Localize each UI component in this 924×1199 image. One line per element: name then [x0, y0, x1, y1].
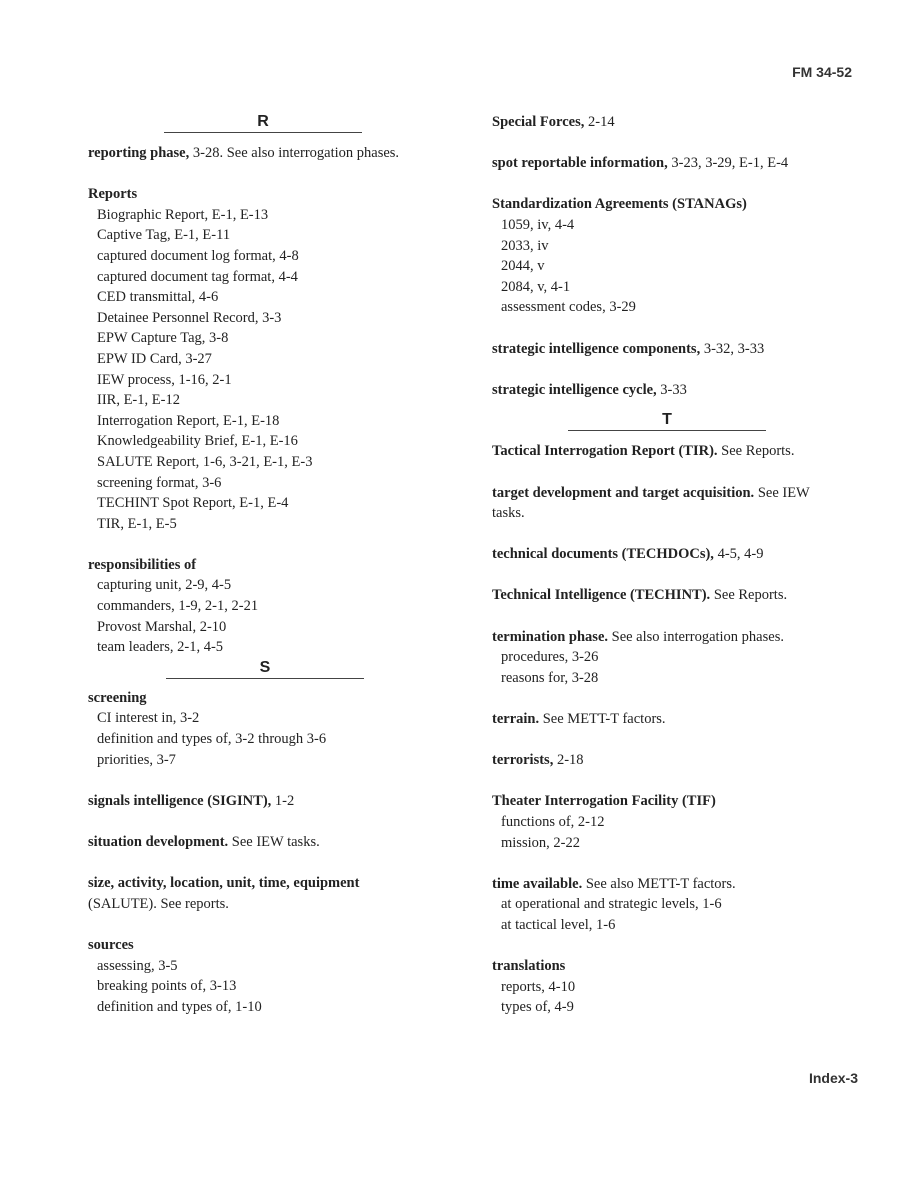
subentry: captured document tag format, 4-4 [97, 268, 298, 285]
index-column-right [492, 112, 852, 1039]
index-entry-strategic-cycle [492, 380, 852, 401]
entry-term: termination phase. [492, 628, 608, 645]
subentry: Detainee Personnel Record, 3-3 [97, 309, 282, 326]
subentry: at tactical level, 1-6 [501, 916, 616, 933]
index-entry-stanags [492, 194, 852, 318]
index-entry-salute [88, 873, 468, 914]
subentry: definition and types of, 1-10 [97, 998, 262, 1015]
subentry: reasons for, 3-28 [501, 669, 599, 686]
subentry: 1059, iv, 4-4 [501, 216, 575, 233]
index-entry-translations [492, 956, 852, 1018]
subentry: IIR, E-1, E-12 [97, 392, 180, 409]
page-number: Index-3 [808, 1070, 858, 1086]
index-entry-time-available [492, 874, 852, 936]
subentry: reports, 4-10 [501, 978, 576, 995]
index-entry-terrain [492, 709, 852, 730]
entry-term: strategic intelligence components, [492, 340, 701, 357]
subentry: Captive Tag, E-1, E-11 [97, 227, 231, 244]
entry-term: Theater Interrogation Facility (TIF) [492, 793, 716, 810]
entry-refs: 2-14 [584, 114, 615, 130]
subentry: Biographic Report, E-1, E-13 [97, 206, 269, 223]
entry-term: Tactical Interrogation Report (TIR). [492, 443, 718, 460]
index-column-left [88, 112, 468, 1038]
subentry: Provost Marshal, 2-10 [97, 618, 227, 635]
subentry: CED transmittal, 4-6 [97, 289, 219, 306]
subentry: breaking points of, 3-13 [97, 978, 237, 995]
entry-refs: 3-32, 3-33 [700, 340, 765, 357]
entry-term: Technical Intelligence (TECHINT). [492, 587, 711, 604]
index-entry-responsibilities [88, 555, 468, 658]
entry-term: reporting phase, [88, 145, 190, 161]
entry-refs: 3-33 [656, 381, 687, 398]
entry-term: Reports [88, 186, 138, 203]
subentry: CI interest in, 3-2 [97, 710, 200, 727]
subentry: capturing unit, 2-9, 4-5 [97, 577, 232, 594]
subentry: screening format, 3-6 [97, 474, 222, 491]
subentry: priorities, 3-7 [97, 751, 176, 768]
entry-term: screening [88, 689, 147, 706]
entry-refs: See METT-T factors. [539, 711, 666, 728]
index-entry-situation-development [88, 832, 468, 853]
index-entry-screening [88, 688, 468, 770]
section-letter-t: T [568, 410, 766, 431]
subentry: 2084, v, 4-1 [501, 278, 571, 295]
subentry: procedures, 3-26 [501, 649, 599, 666]
entry-term: situation development. [88, 834, 229, 850]
index-entry-terrorists [492, 750, 852, 771]
entry-continuation: tasks. [492, 505, 525, 522]
index-entry-reports [88, 184, 468, 534]
entry-term: Standardization Agreements (STANAGs) [492, 196, 747, 213]
section-letter-r: R [164, 112, 362, 133]
entry-term: terrorists, [492, 752, 554, 769]
subentry: SALUTE Report, 1-6, 3-21, E-1, E-3 [97, 453, 313, 470]
subentry: team leaders, 2-1, 4-5 [97, 639, 224, 656]
entry-refs: 1-2 [271, 792, 295, 809]
subentry: 2033, iv [501, 237, 549, 254]
entry-refs: See also interrogation phases. [608, 628, 784, 645]
index-entry-termination-phase [492, 627, 852, 689]
subentry: at operational and strategic levels, 1-6 [501, 896, 722, 913]
subentry: EPW ID Card, 3-27 [97, 350, 212, 367]
subentry: captured document log format, 4-8 [97, 247, 299, 264]
entry-term: terrain. [492, 711, 540, 728]
entry-continuation: (SALUTE). See reports. [88, 895, 229, 912]
entry-term: sources [88, 936, 134, 953]
subentry: EPW Capture Tag, 3-8 [97, 330, 229, 347]
subentry: TIR, E-1, E-5 [97, 515, 177, 532]
index-entry-strategic-components [492, 339, 852, 360]
entry-refs: See Reports. [710, 587, 788, 604]
entry-term: translations [492, 958, 566, 975]
entry-refs: 3-23, 3-29, E-1, E-4 [667, 155, 789, 172]
subentry: assessment codes, 3-29 [501, 299, 636, 316]
subentry: 2044, v [501, 258, 545, 275]
subentry: types of, 4-9 [501, 999, 574, 1016]
entry-term: time available. [492, 875, 583, 892]
entry-term: target development and target acquisition. [492, 484, 755, 501]
entry-refs: See IEW tasks. [228, 834, 320, 850]
index-entry-tir [492, 441, 852, 462]
entry-term: size, activity, location, unit, time, equipment [88, 875, 360, 892]
subentry: TECHINT Spot Report, E-1, E-4 [97, 495, 289, 512]
subentry: commanders, 1-9, 2-1, 2-21 [97, 598, 259, 615]
entry-term: Special Forces, [492, 114, 585, 130]
entry-refs: 3-28. See also interrogation phases. [189, 145, 400, 161]
entry-term: strategic intelligence cycle, [492, 381, 657, 398]
entry-refs: 2-18 [553, 752, 584, 769]
index-entry-sigint [88, 791, 468, 812]
subentry: definition and types of, 3-2 through 3-6 [97, 731, 327, 748]
index-entry-reporting-phase [88, 143, 468, 164]
subentry: IEW process, 1-16, 2-1 [97, 371, 232, 388]
entry-refs: 4-5, 4-9 [713, 546, 764, 563]
section-letter-s: S [166, 658, 364, 679]
subentry: functions of, 2-12 [501, 814, 605, 830]
subentry: mission, 2-22 [501, 834, 580, 851]
entry-refs: See Reports. [717, 443, 795, 460]
subentry: Knowledgeability Brief, E-1, E-16 [97, 433, 298, 450]
index-entry-target-development [492, 483, 852, 524]
entry-term: responsibilities of [88, 556, 197, 573]
entry-refs: See also METT-T factors. [582, 875, 736, 892]
index-entry-sources [88, 935, 468, 1017]
index-entry-spot-reportable [492, 153, 852, 174]
entry-refs: See IEW [754, 484, 810, 501]
running-header: FM 34-52 [792, 64, 852, 80]
index-entry-techint [492, 585, 852, 606]
subentry: assessing, 3-5 [97, 957, 178, 974]
entry-term: spot reportable information, [492, 155, 668, 172]
index-entry-special-forces [492, 112, 852, 133]
index-entry-tif [492, 791, 852, 853]
entry-term: technical documents (TECHDOCs), [492, 546, 714, 563]
index-entry-techdocs [492, 544, 852, 565]
subentry: Interrogation Report, E-1, E-18 [97, 412, 280, 429]
entry-term: signals intelligence (SIGINT), [88, 792, 272, 809]
